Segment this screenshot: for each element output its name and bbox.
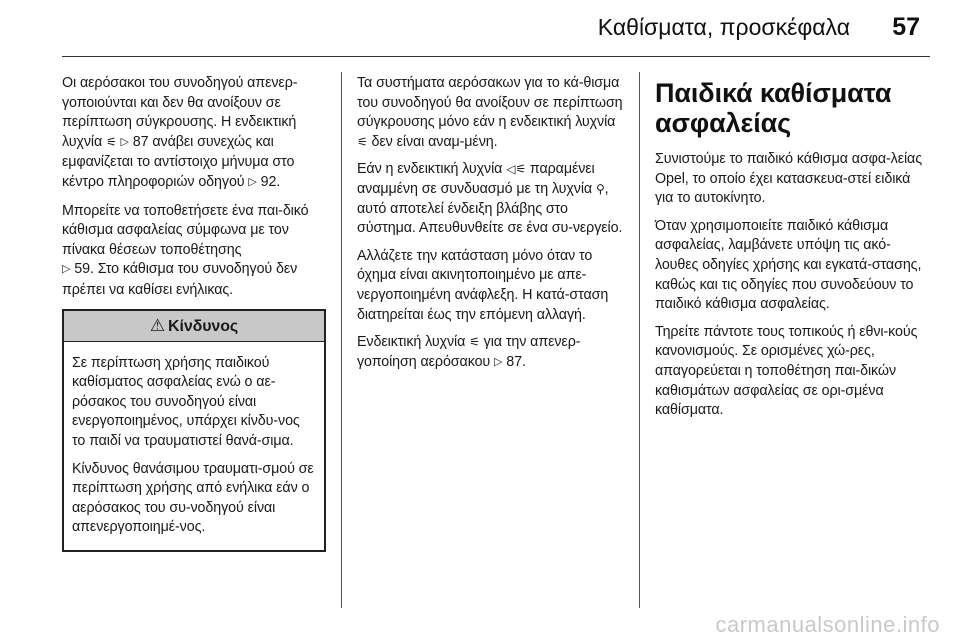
paragraph: Τηρείτε πάντοτε τους τοπικούς ή εθνι‐κούς κανονισμούς. Σε ορισμένες χώ‐ρες, απαγορεύεται η τοποθέτηση παι‐δικών καθισμάτων ασφαλείας σε ορι‐σμένα καθίσματα. [655,323,918,419]
column-divider-1 [341,72,342,608]
airbag-off-icon: ⚟ [106,134,117,149]
column-middle [357,74,625,381]
warning-paragraph: Σε περίπτωση χρήσης παιδικού καθίσματος ασφαλείας ενώ ο αε‐ρόσακος του συνοδηγού είναι ενεργοποιημένος, υπάρχει κίνδυ‐νος το παιδί να τραυματιστεί θανά‐σιμα. [72,354,300,449]
watermark: carmanualsonline.info [715,612,940,637]
page-reference-arrow-icon: ▷ [62,263,71,276]
paragraph: Τα συστήματα αερόσακων για το κά‐θισμα του συνοδηγού θα ανοίξουν σε περίπτωση σύγκρουσης μόνο εάν η ενδεικτική λυχνία ⚟ δεν είναι αναμ‐μένη. [357,74,625,152]
warning-title: Κίνδυνος [168,317,239,335]
paragraph: Εάν η ενδεικτική λυχνία ◁⚟ παραμένει αναμμένη σε συνδυασμό με τη λυχνία ⚲, αυτό αποτελεί ένδειξη βλάβης στο σύστημα. Απευθυνθείτε σε ένα συ‐νεργείο. [357,161,623,237]
airbag-warning-icon: ◁⚟ [506,162,527,177]
section-heading: Παιδικά καθίσματα ασφαλείας [655,78,892,138]
airbag-off-icon: ⚟ [357,134,368,149]
airbag-off-icon: ⚟ [469,335,480,350]
page-title: Καθίσματα, προσκέφαλα [597,14,850,40]
warning-paragraph: Κίνδυνος θανάσιμου τραυματι‐σμού σε περίπτωση χρήσης από ενήλικα εάν ο αερόσακος του συ‐νοδηγού είναι απενεργοποιημέ‐νος. [72,460,314,536]
paragraph: Αλλάζετε την κατάσταση μόνο όταν το όχημα είναι ακινητοποιημένο με απε‐νεργοποιημένη ανάφλεξη. Η κατά‐σταση διατηρείται έως την επόμενη αλλαγή. [357,247,609,323]
paragraph: Συνιστούμε το παιδικό κάθισμα ασφα‐λείας Opel, το οποίο έχει κατασκευα‐στεί ειδικά για το αυτοκίνητο. [655,151,923,207]
paragraph: Ενδεικτική λυχνία ⚟ για την απενερ‐γοποίηση αερόσακου ▷ 87. [357,333,625,373]
page-reference-arrow-icon: ▷ [494,355,503,368]
page-number: 57 [892,13,920,41]
paragraph: Οι αερόσακοι του συνοδηγού απενερ‐γοποιούνται και δεν θα ανοίξουν σε περίπτωση σύγκρουσης. Η ενδεικτική λυχνία ⚟ ▷ 87 ανάβει συνεχώς και εμφανίζεται το αντίστοιχο μήνυμα στο κέντρο πληροφοριών οδηγού ▷ 92. [62,74,326,194]
page-header [0,0,960,56]
warning-header [64,311,324,342]
page-reference-arrow-icon: ▷ [120,135,129,148]
warning-triangle-icon: ⚠ [149,315,166,335]
page-reference-arrow-icon: ▷ [248,175,257,188]
column-left [62,74,326,552]
header-rule [62,56,930,57]
column-right [655,74,931,429]
paragraph: Μπορείτε να τοποθετήσετε ένα παι‐δικό κάθισμα ασφαλείας σύμφωνα με τον πίνακα θέσεων τοποθέτησης ▷ 59. Στο κάθισμα του συνοδηγού δεν πρέπει να καθίσει ενήλικας. [62,202,309,298]
paragraph: Όταν χρησιμοποιείτε παιδικό κάθισμα ασφαλείας, λαμβάνετε υπόψη τις ακό‐λουθες οδηγίες χρήσης και εγκατά‐στασης, καθώς και τις οδηγίες που συνοδεύουν το παιδικό κάθισμα ασφαλείας. [655,217,922,313]
column-divider-2 [639,72,640,608]
seatbelt-icon: ⚲ [595,181,605,196]
warning-box [62,309,326,552]
warning-body [64,342,324,550]
